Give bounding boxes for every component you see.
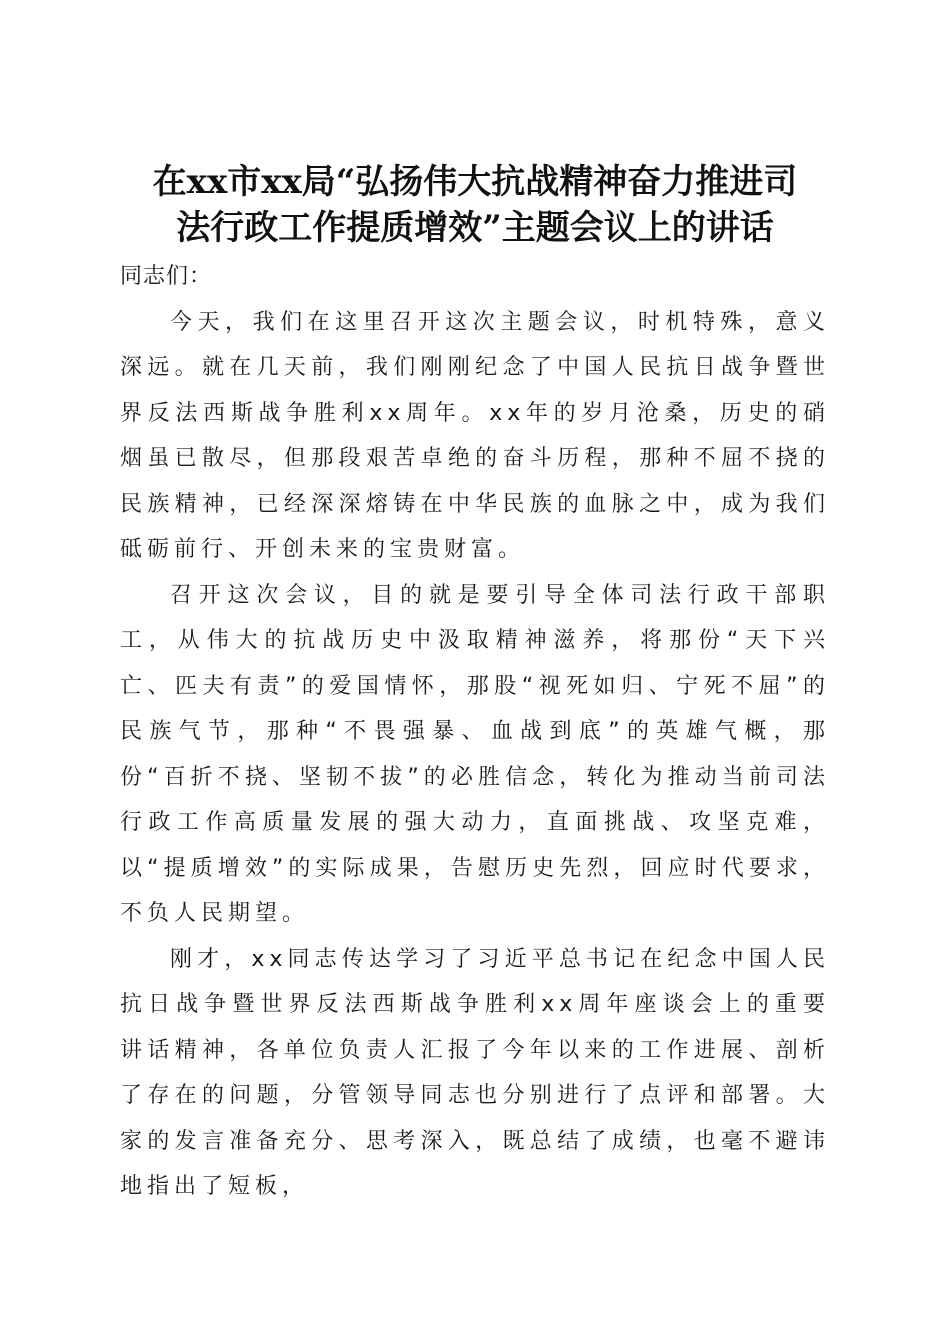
paragraph-2: 召开这次会议，目的就是要引导全体司法行政干部职工，从伟大的抗战历史中汲取精神滋养，将那份“天下兴亡、匹夫有责”的爱国情怀，那股“视死如归、宁死不屈”的民族气节，那种“不畏强暴、血战到底”的英雄气概，那份“百折不挠、坚韧不拔”的必胜信念，转化为推动当前司法行政工作高质量发展的强大动力，直面挑战、攻坚克难，以“提质增效”的实际成果，告慰历史先烈，回应时代要求，不负人民期望。 <box>120 582 830 926</box>
speech-body <box>120 254 830 1210</box>
paragraph-3: 刚才，xx同志传达学习了习近平总书记在纪念中国人民抗日战争暨世界反法西斯战争胜利xx周年座谈会上的重要讲话精神，各单位负责人汇报了今年以来的工作进展、剖析了存在的问题，分管领导同志也分别进行了点评和部署。大家的发言准备充分、思考深入，既总结了成绩，也毫不避讳地指出了短板， <box>120 946 830 1199</box>
salutation: 同志们： <box>120 264 213 289</box>
title-line-1: 在xx市xx局“弘扬伟大抗战精神奋力推进司 <box>152 161 798 202</box>
paragraph-1: 今天，我们在这里召开这次主题会议，时机特殊，意义深远。就在几天前，我们刚刚纪念了中国人民抗日战争暨世界反法西斯战争胜利xx周年。xx年的岁月沧桑，历史的硝烟虽已散尽，但那段艰苦卓绝的奋斗历程，那种不屈不挠的民族精神，已经深深熔铸在中华民族的血脉之中，成为我们砥砺前行、开创未来的宝贵财富。 <box>120 309 830 562</box>
page-title <box>100 159 850 251</box>
title-line-2: 法行政工作提质增效”主题会议上的讲话 <box>176 207 774 248</box>
